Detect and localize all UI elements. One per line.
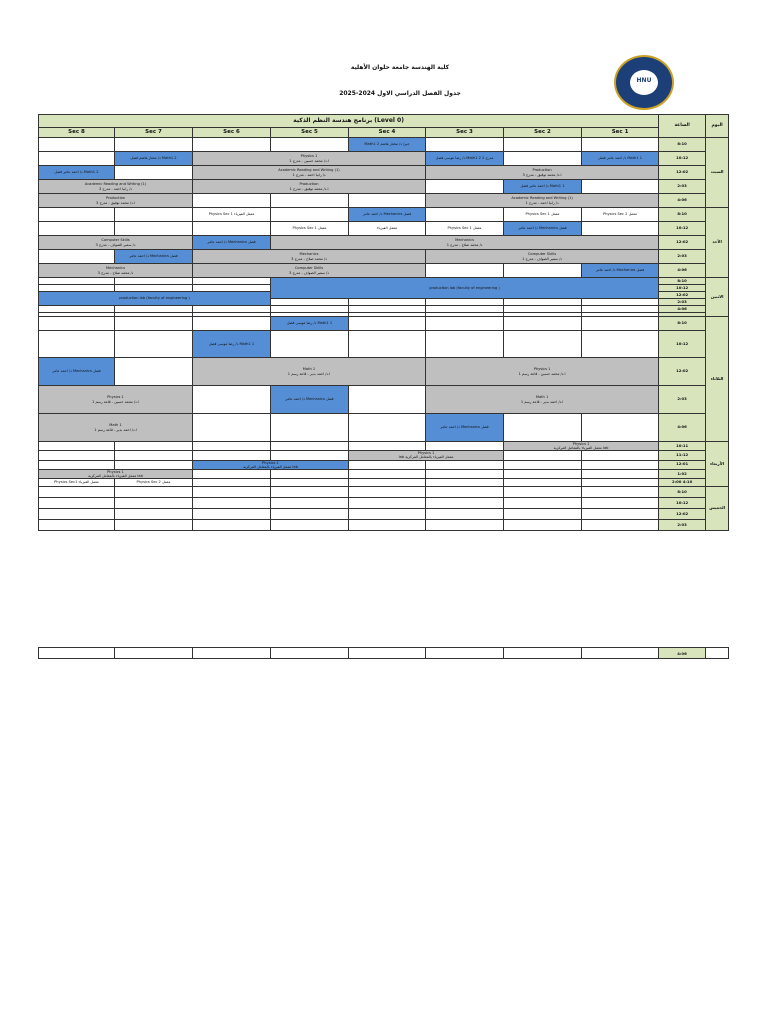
session-cell: Physics 1 معمل الفيزياء بالمعامل المركزية lab bbox=[504, 442, 659, 451]
sec5-header: Sec 5 bbox=[271, 128, 349, 138]
time-slot: 2:03 bbox=[659, 520, 706, 531]
day-sunday: الأحد bbox=[706, 208, 729, 278]
time-slot: 10:11 bbox=[659, 442, 706, 451]
session-cell: د/ احمد عامر Mechanics فصل bbox=[349, 208, 426, 222]
session-cell: د/ احمد عامر Mechanics فصل bbox=[115, 250, 193, 264]
day-saturday: السبت bbox=[706, 138, 729, 208]
sec6-header: Sec 6 bbox=[193, 128, 271, 138]
day-tuesday: الثلاثاء bbox=[706, 317, 729, 442]
time-slot: 4:06 bbox=[659, 648, 706, 659]
day-wednesday: الأربعاء bbox=[706, 442, 729, 487]
semester-title: جدول الفصل الدراسي الاول 2024-2025 bbox=[339, 90, 461, 97]
session-cell: Physics Sec 1 معمل bbox=[426, 222, 504, 236]
time-slot: 12:02 bbox=[659, 509, 706, 520]
sec8-header: Sec 8 bbox=[39, 128, 115, 138]
session-cell: Physics Sec 2 معمل bbox=[115, 479, 193, 487]
time-slot: 2:03 bbox=[659, 299, 706, 306]
session-cell: د/ احمد عامر Mechanics فصل bbox=[582, 264, 659, 278]
session-cell: د/ احمد عامر Mechanics فصل bbox=[271, 386, 349, 414]
sec4-header: Sec 4 bbox=[349, 128, 426, 138]
session-cell: Math1 2 جبر/ د/ مختار هاشم bbox=[349, 138, 426, 152]
program-title: برنامج هندسة النظم الذكية (Level 0) bbox=[39, 115, 659, 128]
session-cell: Physics 1 معمل الفيزياء بالمعامل المركزية lab bbox=[39, 469, 193, 478]
session-cell: Computer Skills د/ سمير الصواف - مدرج 3 bbox=[39, 236, 193, 250]
session-cell: Academic Reading and Writing (1) د/ رانيا احمد - مدرج 1 bbox=[426, 194, 659, 208]
time-header: الساعة bbox=[659, 115, 706, 138]
session-cell: Computer Skills د/ سمير الصواف - مدرج 3 bbox=[193, 264, 426, 278]
time-slot: 2:00 4:10 bbox=[659, 479, 706, 487]
day-monday: الاثنين bbox=[706, 278, 729, 317]
sec1-header: Sec 1 bbox=[582, 128, 659, 138]
session-cell: Math 1 ا.د/ احمد بدير - قاعة رسم 1 bbox=[426, 386, 659, 414]
sec2-header: Sec 2 bbox=[504, 128, 582, 138]
session-cell: Production ا.د/ محمد توفيق - مدرج 3 bbox=[426, 166, 659, 180]
university-logo bbox=[614, 55, 674, 110]
session-cell: د/ احمد عامر Mechanics فصل bbox=[504, 222, 582, 236]
session-cell: Mechanics د/ محمد صلاح - مدرج 3 bbox=[39, 264, 193, 278]
time-slot: 12:01 bbox=[659, 460, 706, 469]
session-cell: Physics Sec 1 معمل الفيزياء bbox=[193, 208, 271, 222]
session-cell: Academic Reading and Writing (1) د/ رانيا احمد - مدرج 3 bbox=[39, 180, 193, 194]
session-cell: Physics Sec1 معمل الفيزياء bbox=[39, 479, 115, 487]
sec3-header: Sec 3 bbox=[426, 128, 504, 138]
session-cell: د/ رضا موسى فصل Math1 1 bbox=[193, 331, 271, 358]
session-cell: د/ رضا موسى فصل Math1 1 bbox=[271, 317, 349, 331]
session-cell: د/ احمد عامر فصل Math1 2 bbox=[39, 166, 115, 180]
session-cell: د/ احمد عامر Mechanics فصل bbox=[426, 414, 504, 442]
session-cell: production lab (faculty of engineering ) bbox=[39, 292, 271, 306]
session-cell: Production ا.د/ محمد توفيق - مدرج 1 bbox=[193, 180, 426, 194]
session-cell: Physics 1 ا.د/ محمد حسين - قاعة رسم 1 bbox=[426, 358, 659, 386]
time-slot: 10:12 bbox=[659, 152, 706, 166]
session-cell: Math 1 ا.د/ احمد بدير - قاعة رسم 1 bbox=[39, 414, 193, 442]
session-cell: د/ احمد عامر فصل Math1 1 bbox=[504, 180, 582, 194]
extra-row-table bbox=[38, 647, 729, 659]
time-slot: 12:02 bbox=[659, 358, 706, 386]
time-slot: 2:03 bbox=[659, 180, 706, 194]
time-slot: 10:12 bbox=[659, 222, 706, 236]
college-name: كلية الهندسة جامعة حلوان الأهلية bbox=[350, 64, 450, 71]
session-cell: د/ احمد عامر فصل Math1 1 bbox=[582, 152, 659, 166]
logo-emblem bbox=[630, 70, 658, 95]
logo-text: HNU bbox=[636, 77, 652, 84]
time-slot: 2:03 bbox=[659, 386, 706, 414]
time-slot: 10:12 bbox=[659, 285, 706, 292]
day-thursday: الخميس bbox=[706, 487, 729, 531]
session-cell: Academic Reading and Writing (1) د/ رانيا احمد - مدرج 1 bbox=[193, 166, 426, 180]
time-slot: 4:06 bbox=[659, 264, 706, 278]
schedule-table bbox=[38, 114, 729, 531]
session-cell: Math 1 ا.د/ احمد بدير - قاعة رسم 1 bbox=[193, 358, 426, 386]
session-cell: معمل الفيزياء bbox=[349, 222, 426, 236]
time-slot: 10:12 bbox=[659, 331, 706, 358]
session-cell: Physics 1 ا.د/ محمد حسين - مدرج 1 bbox=[193, 152, 426, 166]
time-slot: 12:02 bbox=[659, 166, 706, 180]
session-cell: Computer Skills د/ سمير الصواف - مدرج 1 bbox=[426, 250, 659, 264]
session-cell: د/ احمد عامر Mechanics فصل bbox=[193, 236, 271, 250]
time-slot: 4:06 bbox=[659, 194, 706, 208]
session-cell: Physics 1 ا.د/ محمد حسين - قاعة رسم 1 bbox=[39, 386, 193, 414]
time-slot: 2:03 bbox=[659, 250, 706, 264]
time-slot: 12:02 bbox=[659, 236, 706, 250]
session-cell: د/ احمد عامر Mechanics فصل bbox=[39, 358, 115, 386]
time-slot: 1:02 bbox=[659, 469, 706, 478]
time-slot: 11:12 bbox=[659, 451, 706, 460]
time-slot: 8:10 bbox=[659, 278, 706, 285]
session-cell: production lab (faculty of engineering ) bbox=[271, 278, 659, 299]
session-cell: د/ مختار هاشم فصل Math1 2 bbox=[115, 152, 193, 166]
sec7-header: Sec 7 bbox=[115, 128, 193, 138]
day-header: اليوم bbox=[706, 115, 729, 138]
time-slot: 4:06 bbox=[659, 414, 706, 442]
time-slot: 10:12 bbox=[659, 498, 706, 509]
time-slot: 4:06 bbox=[659, 306, 706, 313]
session-cell: Physics Sec 2 معمل bbox=[582, 208, 659, 222]
time-slot: 8:10 bbox=[659, 317, 706, 331]
time-slot: 12:02 bbox=[659, 292, 706, 299]
session-cell: د/ رضا موسى فصل Math1 2 مدرج 2 bbox=[426, 152, 504, 166]
session-cell: Production ا.د/ محمد توفيق - مدرج 3 bbox=[39, 194, 193, 208]
session-cell: Physics Sec 1 معمل bbox=[504, 208, 582, 222]
session-cell: Physics Sec 1 معمل bbox=[271, 222, 349, 236]
time-slot: 8:10 bbox=[659, 208, 706, 222]
time-slot: 8:10 bbox=[659, 138, 706, 152]
session-cell: Physics 1 معمل الفيزياء بالمعامل المركزية lab bbox=[193, 460, 349, 469]
session-cell: Mechanics د/ محمد صلاح - مدرج 1 bbox=[271, 236, 659, 250]
time-slot: 8:10 bbox=[659, 487, 706, 498]
session-cell: Mechanics د/ محمد صلاح - مدرج 3 bbox=[193, 250, 426, 264]
session-cell: Physics 1 lab معمل الفيزياء بالمعامل المركزية bbox=[349, 451, 504, 460]
